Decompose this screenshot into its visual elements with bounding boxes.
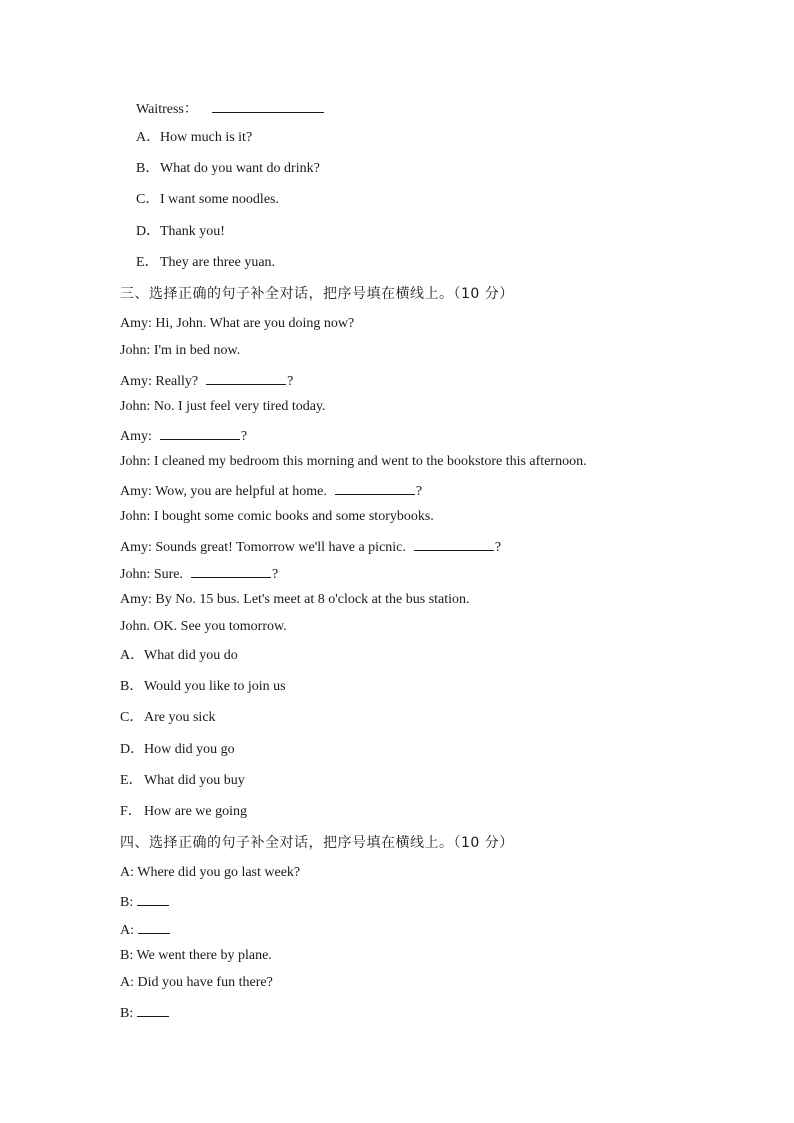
dialogue-text: A: bbox=[120, 923, 134, 938]
dialogue-text: John: I bought some comic books and some storybooks. bbox=[120, 509, 434, 524]
option-item bbox=[136, 160, 320, 178]
dialogue-text: Amy: By No. 15 bus. Let's meet at 8 o'clock at the bus station. bbox=[120, 592, 470, 607]
dialogue-line bbox=[120, 453, 587, 471]
option-text: How much is it? bbox=[160, 130, 253, 145]
answer-blank[interactable] bbox=[160, 425, 240, 440]
dialogue-text: A: Did you have fun there? bbox=[120, 975, 273, 990]
waitress-label: Waitress： bbox=[136, 102, 198, 117]
dialogue-text: John: I'm in bed now. bbox=[120, 343, 241, 358]
option-item bbox=[136, 254, 275, 272]
option-letter: E． bbox=[120, 773, 143, 788]
option-text: Thank you! bbox=[160, 224, 225, 239]
option-letter: A． bbox=[120, 648, 145, 663]
option-item bbox=[136, 191, 279, 209]
option-text: I want some noodles. bbox=[160, 192, 279, 207]
answer-blank[interactable] bbox=[212, 98, 324, 113]
dialogue-line bbox=[120, 425, 247, 446]
dialogue-text: John. OK. See you tomorrow. bbox=[120, 619, 287, 634]
dialogue-line bbox=[120, 974, 273, 992]
dialogue-text: Amy: Sounds great! Tomorrow we'll have a picnic. bbox=[120, 540, 406, 555]
option-letter: B． bbox=[120, 679, 144, 694]
option-letter: E． bbox=[136, 255, 159, 270]
dialogue-text: John: No. I just feel very tired today. bbox=[120, 399, 326, 414]
option-item bbox=[120, 803, 247, 821]
dialogue-text: B: bbox=[120, 1006, 134, 1021]
dialogue-text: B: We went there by plane. bbox=[120, 948, 272, 963]
option-letter: C． bbox=[120, 710, 144, 725]
answer-blank[interactable] bbox=[137, 891, 169, 906]
dialogue-line bbox=[120, 536, 501, 557]
dialogue-line bbox=[120, 480, 422, 501]
option-text: How did you go bbox=[144, 742, 235, 757]
dialogue-line bbox=[120, 1002, 169, 1023]
option-item bbox=[120, 709, 216, 727]
answer-blank[interactable] bbox=[335, 480, 415, 495]
option-text: They are three yuan. bbox=[160, 255, 276, 270]
answer-blank[interactable] bbox=[137, 1002, 169, 1017]
waitress-line bbox=[136, 98, 324, 119]
option-text: Would you like to join us bbox=[144, 679, 286, 694]
option-item bbox=[120, 678, 286, 696]
dialogue-line bbox=[120, 618, 287, 636]
section-heading-3: 三、选择正确的句子补全对话，把序号填在横线上。（10 分） bbox=[120, 286, 514, 302]
dialogue-suffix: ? bbox=[287, 374, 294, 389]
dialogue-line bbox=[120, 342, 240, 360]
dialogue-line bbox=[120, 508, 434, 526]
dialogue-suffix: ? bbox=[494, 540, 502, 555]
dialogue-text: Amy: Wow, you are helpful at home. bbox=[120, 484, 327, 499]
option-text: How are we going bbox=[144, 804, 248, 819]
dialogue-suffix: ? bbox=[415, 484, 423, 499]
dialogue-text: John: Sure. bbox=[120, 567, 183, 582]
answer-blank[interactable] bbox=[414, 536, 494, 551]
option-letter: F． bbox=[120, 804, 142, 819]
dialogue-line bbox=[120, 864, 300, 882]
dialogue-line bbox=[120, 891, 169, 912]
option-item bbox=[136, 223, 225, 241]
dialogue-text: B: bbox=[120, 895, 134, 910]
dialogue-line bbox=[120, 947, 272, 965]
option-letter: D． bbox=[120, 742, 145, 757]
answer-blank[interactable] bbox=[191, 563, 271, 578]
section-heading-4: 四、选择正确的句子补全对话，把序号填在横线上。（10 分） bbox=[120, 835, 514, 851]
dialogue-line bbox=[120, 563, 278, 584]
dialogue-text: Amy: bbox=[120, 429, 152, 444]
option-item bbox=[120, 741, 235, 759]
option-item bbox=[120, 772, 245, 790]
option-text: What did you do bbox=[144, 648, 238, 663]
option-letter: D． bbox=[136, 224, 161, 239]
option-letter: A． bbox=[136, 130, 161, 145]
dialogue-text: John: I cleaned my bedroom this morning and went to the bookstore this afternoon. bbox=[120, 454, 587, 469]
option-text: What did you buy bbox=[144, 773, 245, 788]
option-text: What do you want do drink? bbox=[160, 161, 320, 176]
dialogue-line bbox=[120, 398, 326, 416]
option-text: Are you sick bbox=[144, 710, 216, 725]
option-item bbox=[120, 647, 238, 665]
dialogue-line bbox=[120, 370, 293, 391]
dialogue-suffix: ? bbox=[272, 567, 279, 582]
dialogue-line bbox=[120, 591, 470, 609]
dialogue-text: Amy: Really? bbox=[120, 374, 199, 389]
answer-blank[interactable] bbox=[206, 370, 286, 385]
dialogue-line bbox=[120, 919, 170, 940]
option-item bbox=[136, 129, 252, 147]
option-letter: C． bbox=[136, 192, 160, 207]
option-letter: B． bbox=[136, 161, 160, 176]
dialogue-suffix: ? bbox=[240, 429, 248, 444]
dialogue-line bbox=[120, 315, 354, 333]
dialogue-text: Amy: Hi, John. What are you doing now? bbox=[120, 316, 355, 331]
dialogue-text: A: Where did you go last week? bbox=[120, 865, 301, 880]
answer-blank[interactable] bbox=[138, 919, 170, 934]
